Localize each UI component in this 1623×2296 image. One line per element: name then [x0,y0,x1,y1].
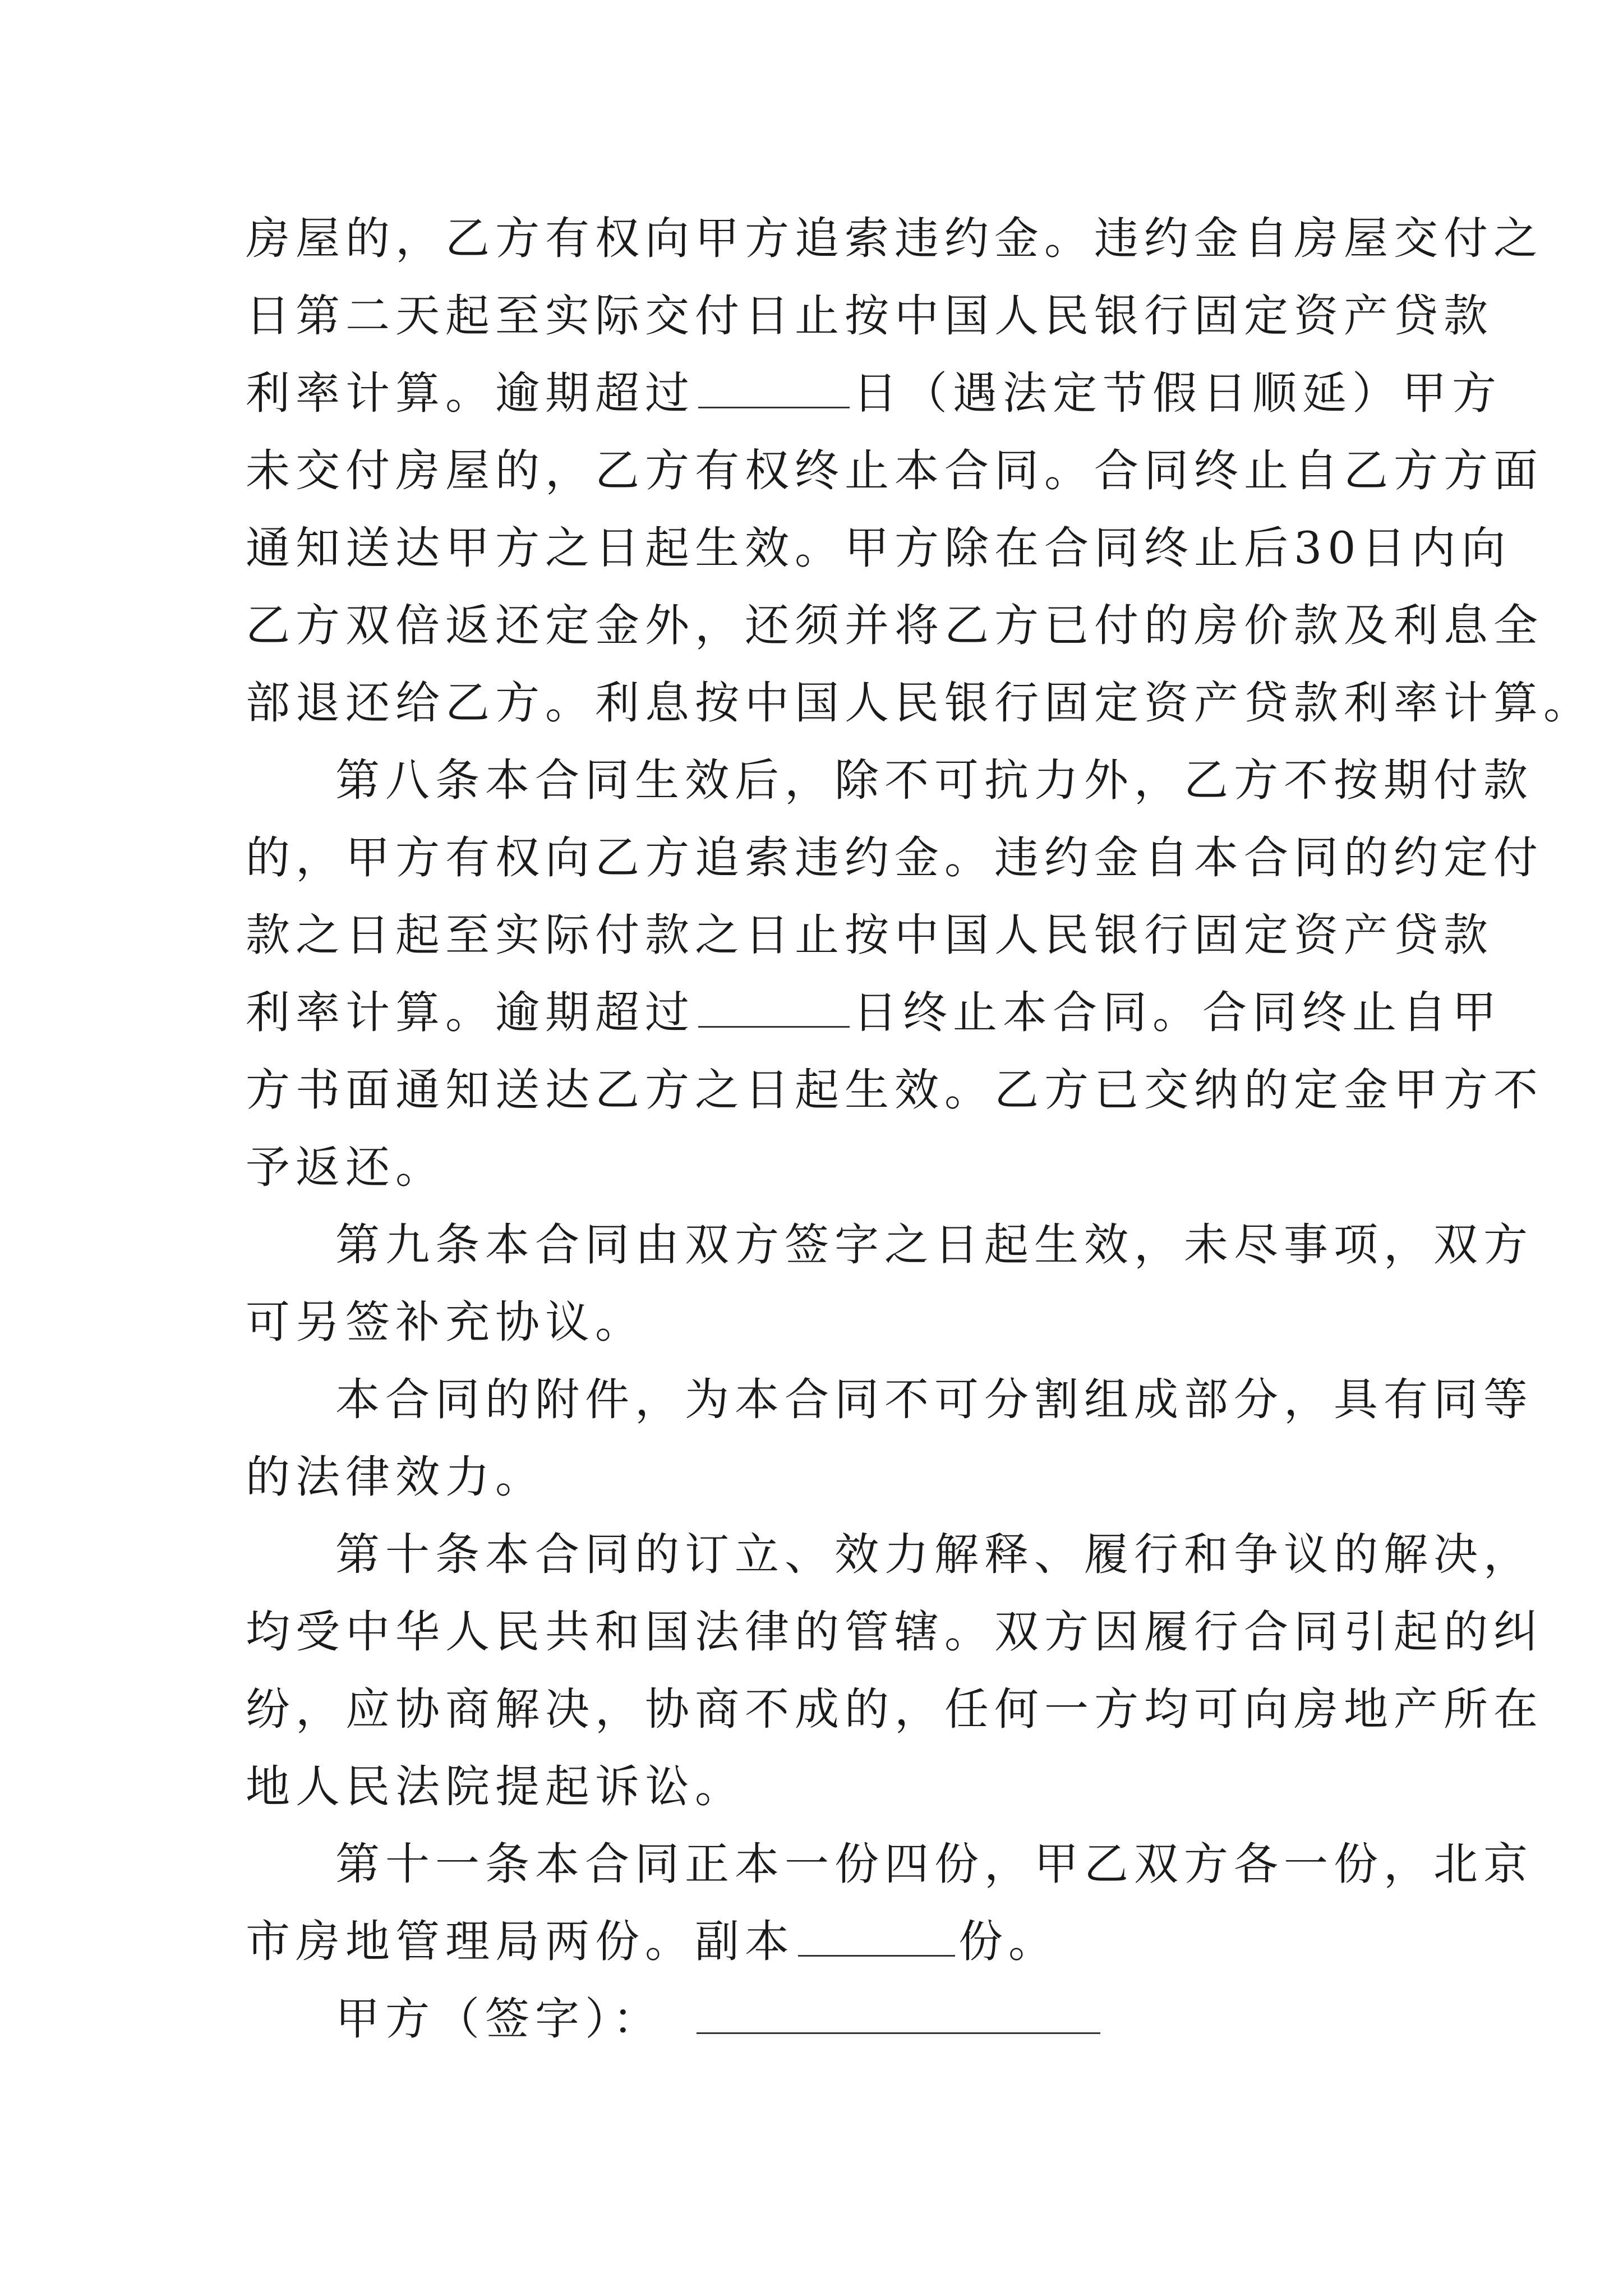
party-a-label: 甲方（签字）： [335,1993,663,2045]
text-segment: 日终止本合同。合同终止自甲 [853,987,1502,1038]
text-segment: 份。 [958,1916,1058,1967]
party-a-signature-line [246,1980,1378,2058]
text-segment: 利率计算。逾期超过 [246,987,695,1038]
text-line: 日第二天起至实际交付日止按中国人民银行固定资产贷款 [246,290,1493,342]
text-line: 的，甲方有权向乙方追索违约金。违约金自本合同的约定付 [246,832,1543,884]
text-line: 均受中华人民共和国法律的管辖。双方因履行合同引起的纠 [246,1606,1543,1658]
contract-body [246,200,1593,2058]
text-line: 部退还给乙方。利息按中国人民银行固定资产贷款利率计算。 [246,677,1593,729]
fill-in-blank [798,1915,955,1957]
text-line: 方书面通知送达乙方之日起生效。乙方已交纳的定金甲方不 [246,1064,1543,1116]
text-line: 房屋的，乙方有权向甲方追索违约金。违约金自房屋交付之 [246,213,1543,264]
text-line: 的法律效力。 [246,1451,545,1503]
text-line: 纷，应协商解决，协商不成的，任何一方均可向房地产所在 [246,1683,1543,1735]
text-line: 予返还。 [246,1142,445,1193]
article-11-start: 第十一条本合同正本一份四份，甲乙双方各一份，北京 [335,1838,1533,1890]
annex-paragraph: 本合同的附件，为本合同不可分割组成部分，具有同等 [335,1374,1533,1425]
text-line [246,1903,1378,1980]
signature-blank [697,1992,1100,2034]
article-9-start: 第九条本合同由双方签字之日起生效，未尽事项，双方 [335,1219,1533,1271]
text-line: 地人民法院提起诉讼。 [246,1761,745,1812]
text-segment: 日（遇法定节假日顺延）甲方 [853,367,1502,419]
text-line: 未交付房屋的，乙方有权终止本合同。合同终止自乙方方面 [246,445,1543,496]
text-line [246,355,1502,432]
fill-in-blank [698,366,850,408]
text-line: 通知送达甲方之日起生效。甲方除在合同终止后30日内向 [246,522,1511,574]
fill-in-blank [698,986,850,1028]
text-line [246,974,1502,1051]
text-segment: 利率计算。逾期超过 [246,367,695,419]
text-line: 可另签补充协议。 [246,1296,645,1348]
article-8-start: 第八条本合同生效后，除不可抗力外，乙方不按期付款 [335,754,1533,806]
text-line: 乙方双倍返还定金外，还须并将乙方已付的房价款及利息全 [246,600,1543,651]
text-segment: 市房地管理局两份。副本 [246,1916,795,1967]
text-line: 款之日起至实际付款之日止按中国人民银行固定资产贷款 [246,909,1493,961]
article-10-start: 第十条本合同的订立、效力解释、履行和争议的解决， [335,1529,1533,1580]
